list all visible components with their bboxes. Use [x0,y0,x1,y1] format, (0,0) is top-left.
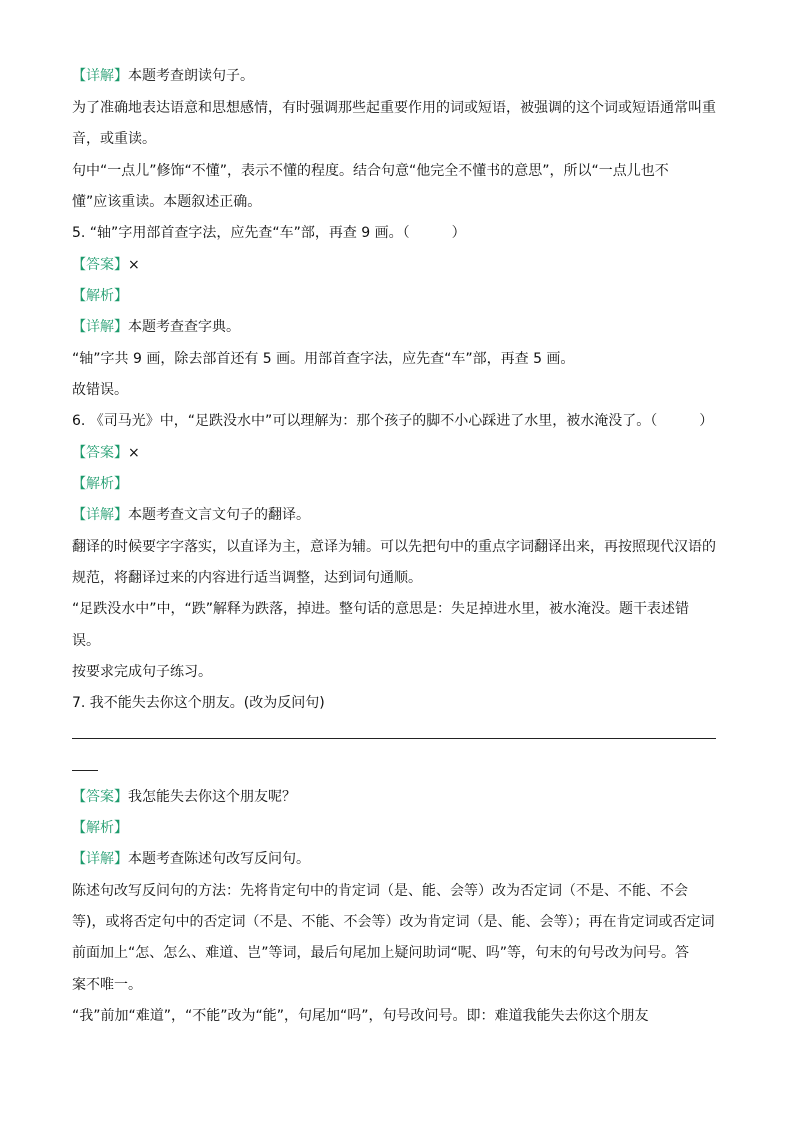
q7-paragraph-2: “我”前加“难道”，“不能”改为“能”，句尾加“吗”，句号改问号。即：难道我能失去你这个朋友 [72,1008,649,1024]
q5-answer-line [72,255,140,275]
answer-blank-line-tail [72,770,98,771]
q6-detail-line [72,505,310,525]
q5-analysis-tag: 【解析】 [72,288,128,304]
q7-paragraph-1a: 陈述句改写反问句的方法：先将肯定句中的肯定词（是、能、会等）改为否定词（不是、不能、不会 [72,883,688,899]
section-instruction: 按要求完成句子练习。 [72,664,212,680]
answer-blank-line [72,738,716,739]
q7-answer-line [72,787,296,807]
q4-paragraph-1b: 音，或重读。 [72,131,156,147]
q6-paragraph-2a: “足跌没水中”中，“跌”解释为跌落，掉进。整句话的意思是：失足掉进水里，被水淹没。题干表述错 [72,601,690,617]
q5-detail-text: 本题考查查字典。 [128,319,240,335]
q6-paragraph-2b: 误。 [72,633,100,649]
q6-paragraph-1a: 翻译的时候要字字落实，以直译为主，意译为辅。可以先把句中的重点字词翻译出来，再按照现代汉语的 [72,539,716,555]
q5-answer: × [128,257,140,273]
q7-detail-text: 本题考查陈述句改写反问句。 [128,851,310,867]
q6-answer: × [128,445,140,461]
detail-tag: 【详解】 [72,68,128,84]
q7-detail-line [72,849,310,869]
q4-paragraph-1a: 为了准确地表达语意和思想感情，有时强调那些起重要作用的词或短语，被强调的这个词或短语通常叫重 [72,100,716,116]
q7-paragraph-1c: 前面加上“怎、怎么、难道、岂”等词，最后句尾加上疑问助词“呢、吗”等，句末的句号改为问号。答 [72,945,690,961]
q4-detail-text: 本题考查朗读句子。 [128,68,254,84]
q5-paragraph-2: 故错误。 [72,382,128,398]
q6-answer-line [72,443,140,463]
q7-paragraph-1d: 案不唯一。 [72,977,142,993]
q7-analysis-tag: 【解析】 [72,820,128,836]
q6-detail-text: 本题考查文言文句子的翻译。 [128,507,310,523]
q5-paragraph-1: “轴”字共 9 画，除去部首还有 5 画。用部首查字法，应先查“车”部，再查 5 画。 [72,351,575,367]
q4-paragraph-2a: 句中“一点儿”修饰“不懂”，表示不懂的程度。结合句意“他完全不懂书的意思”，所以“一点儿也不 [72,163,669,179]
q4-paragraph-2b: 懂”应该重读。本题叙述正确。 [72,194,262,210]
q7-answer: 我怎能失去你这个朋友呢？ [128,789,296,805]
q6-paragraph-1b: 规范，将翻译过来的内容进行适当调整，达到词句通顺。 [72,570,422,586]
q4-detail-line [72,66,254,86]
detail-tag: 【详解】 [72,319,128,335]
answer-tag: 【答案】 [72,257,128,273]
answer-tag: 【答案】 [72,445,128,461]
answer-tag: 【答案】 [72,789,128,805]
q7-paragraph-1b: 等)，或将否定句中的否定词（不是、不能、不会等）改为肯定词（是、能、会等）；再在肯定词或否定词 [72,914,715,930]
q5-detail-line [72,317,240,337]
q6-question: 6. 《司马光》中，“足跌没水中”可以理解为：那个孩子的脚不小心踩进了水里，被水淹没了。（ ） [72,413,714,429]
q7-question: 7. 我不能失去你这个朋友。(改为反问句) [72,695,325,711]
q5-question: 5. “轴”字用部首查字法，应先查“车”部，再查 9 画。（ ） [72,225,466,241]
detail-tag: 【详解】 [72,507,128,523]
q6-analysis-tag: 【解析】 [72,476,128,492]
detail-tag: 【详解】 [72,851,128,867]
